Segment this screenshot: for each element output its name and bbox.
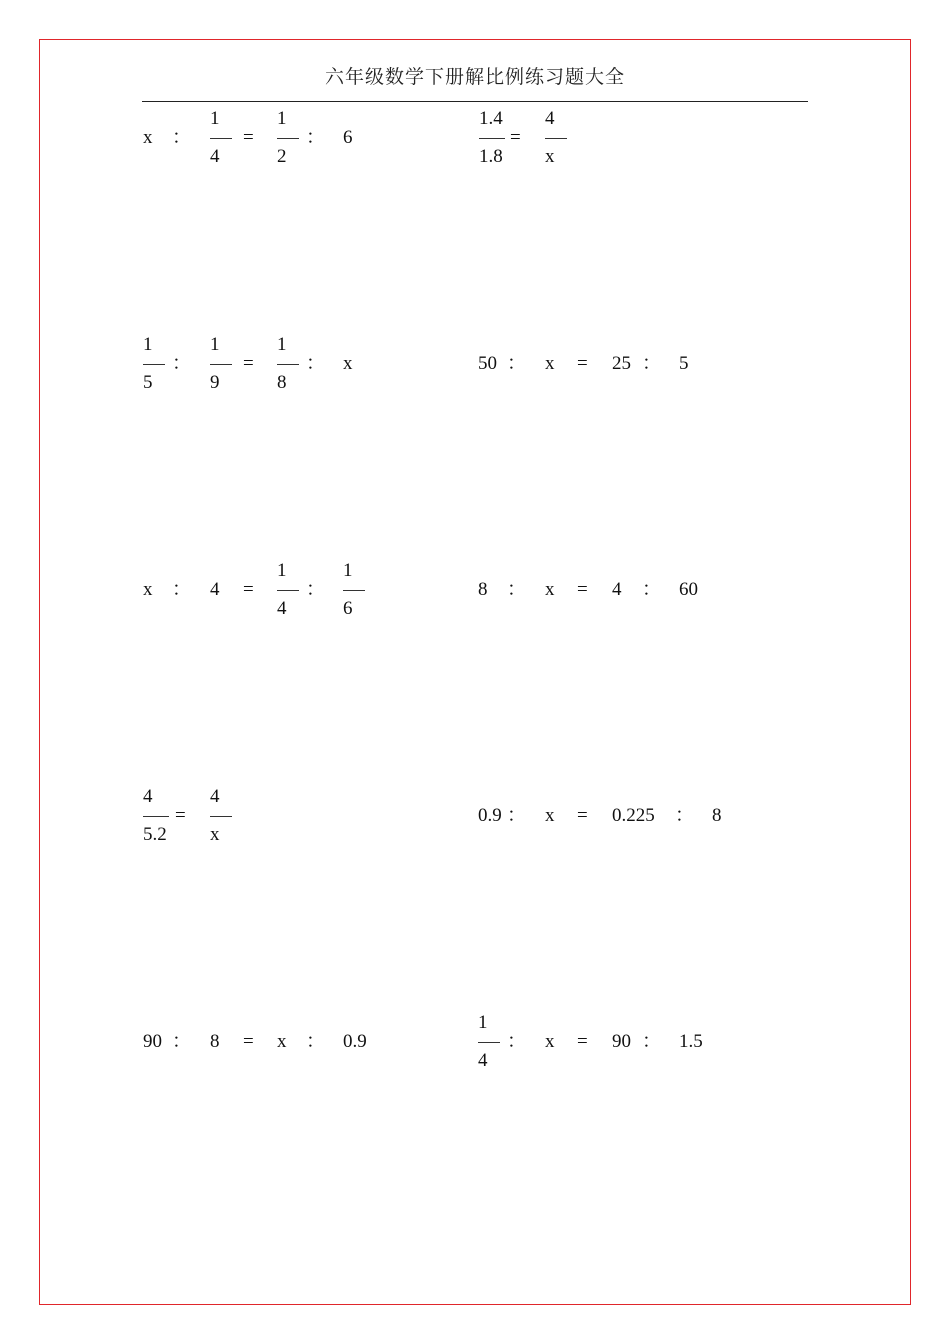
ratio-colon: ： bbox=[642, 1031, 662, 1052]
page-border bbox=[39, 39, 911, 1305]
equals-sign: = bbox=[243, 1031, 254, 1052]
fraction-numerator: 1 bbox=[478, 1012, 488, 1033]
page-title: 六年级数学下册解比例练习题大全 bbox=[324, 66, 625, 88]
fraction bbox=[210, 786, 246, 848]
equals-sign: = bbox=[577, 353, 588, 374]
fraction-denominator: 2 bbox=[277, 146, 287, 167]
unknown-variable: x bbox=[343, 353, 353, 374]
number: 50 bbox=[478, 353, 497, 374]
fraction-denominator: 5.2 bbox=[143, 824, 167, 845]
fraction-denominator: 5 bbox=[143, 372, 153, 393]
unknown-variable: x bbox=[545, 805, 555, 826]
number: 8 bbox=[210, 1031, 220, 1052]
equals-sign: = bbox=[577, 579, 588, 600]
equals-sign: = bbox=[577, 805, 588, 826]
fraction-numerator: 1 bbox=[343, 560, 353, 581]
fraction-denominator: 8 bbox=[277, 372, 287, 393]
fraction-denominator: 9 bbox=[210, 372, 220, 393]
ratio-colon: ： bbox=[507, 579, 527, 600]
unknown-variable: x bbox=[545, 579, 555, 600]
number: 8 bbox=[478, 579, 488, 600]
equals-sign: = bbox=[243, 579, 254, 600]
ratio-colon: ： bbox=[306, 1031, 326, 1052]
fraction-numerator: 4 bbox=[545, 108, 555, 129]
fraction bbox=[545, 108, 581, 170]
fraction-numerator: 1 bbox=[277, 334, 287, 355]
fraction-bar bbox=[210, 138, 232, 139]
fraction-denominator: x bbox=[210, 824, 220, 845]
unknown-variable: x bbox=[143, 127, 153, 148]
fraction-numerator: 1 bbox=[210, 108, 220, 129]
equals-sign: = bbox=[510, 127, 521, 148]
equals-sign: = bbox=[577, 1031, 588, 1052]
fraction-bar bbox=[545, 138, 567, 139]
fraction-bar bbox=[277, 590, 299, 591]
ratio-colon: ： bbox=[507, 1031, 527, 1052]
ratio-colon: ： bbox=[675, 805, 695, 826]
ratio-colon: ： bbox=[642, 579, 662, 600]
fraction bbox=[210, 334, 246, 396]
fraction-denominator: 4 bbox=[277, 598, 287, 619]
number: 0.9 bbox=[343, 1031, 367, 1052]
ratio-colon: ： bbox=[306, 353, 326, 374]
ratio-colon: ： bbox=[172, 579, 192, 600]
number: 5 bbox=[679, 353, 689, 374]
fraction-bar bbox=[277, 364, 299, 365]
number: 0.225 bbox=[612, 805, 655, 826]
number: 0.9 bbox=[478, 805, 502, 826]
ratio-colon: ： bbox=[507, 805, 527, 826]
fraction-numerator: 1 bbox=[210, 334, 220, 355]
number: 4 bbox=[612, 579, 622, 600]
fraction-bar bbox=[210, 364, 232, 365]
fraction-bar bbox=[343, 590, 365, 591]
number: 90 bbox=[612, 1031, 631, 1052]
fraction-denominator: 6 bbox=[343, 598, 353, 619]
fraction bbox=[210, 108, 246, 170]
fraction-numerator: 1 bbox=[277, 108, 287, 129]
number: 1.5 bbox=[679, 1031, 703, 1052]
number: 8 bbox=[712, 805, 722, 826]
number: 4 bbox=[210, 579, 220, 600]
fraction-bar bbox=[143, 816, 169, 817]
unknown-variable: x bbox=[545, 1031, 555, 1052]
fraction bbox=[143, 786, 179, 848]
header-rule bbox=[142, 101, 808, 102]
equals-sign: = bbox=[175, 805, 186, 826]
fraction-numerator: 4 bbox=[143, 786, 153, 807]
fraction-denominator: x bbox=[545, 146, 555, 167]
ratio-colon: ： bbox=[172, 127, 192, 148]
ratio-colon: ： bbox=[172, 1031, 192, 1052]
fraction-bar bbox=[143, 364, 165, 365]
fraction bbox=[343, 560, 379, 622]
fraction-numerator: 1.4 bbox=[479, 108, 503, 129]
fraction-numerator: 1 bbox=[143, 334, 153, 355]
ratio-colon: ： bbox=[306, 579, 326, 600]
fraction-bar bbox=[277, 138, 299, 139]
unknown-variable: x bbox=[143, 579, 153, 600]
ratio-colon: ： bbox=[507, 353, 527, 374]
ratio-colon: ： bbox=[306, 127, 326, 148]
unknown-variable: x bbox=[545, 353, 555, 374]
fraction-bar bbox=[210, 816, 232, 817]
number: 6 bbox=[343, 127, 353, 148]
fraction-bar bbox=[478, 1042, 500, 1043]
number: 25 bbox=[612, 353, 631, 374]
unknown-variable: x bbox=[277, 1031, 287, 1052]
ratio-colon: ： bbox=[642, 353, 662, 374]
number: 60 bbox=[679, 579, 698, 600]
fraction-denominator: 4 bbox=[210, 146, 220, 167]
fraction-denominator: 4 bbox=[478, 1050, 488, 1071]
fraction-numerator: 1 bbox=[277, 560, 287, 581]
fraction-numerator: 4 bbox=[210, 786, 220, 807]
fraction-denominator: 1.8 bbox=[479, 146, 503, 167]
number: 90 bbox=[143, 1031, 162, 1052]
fraction-bar bbox=[479, 138, 505, 139]
equals-sign: = bbox=[243, 353, 254, 374]
equals-sign: = bbox=[243, 127, 254, 148]
ratio-colon: ： bbox=[172, 353, 192, 374]
